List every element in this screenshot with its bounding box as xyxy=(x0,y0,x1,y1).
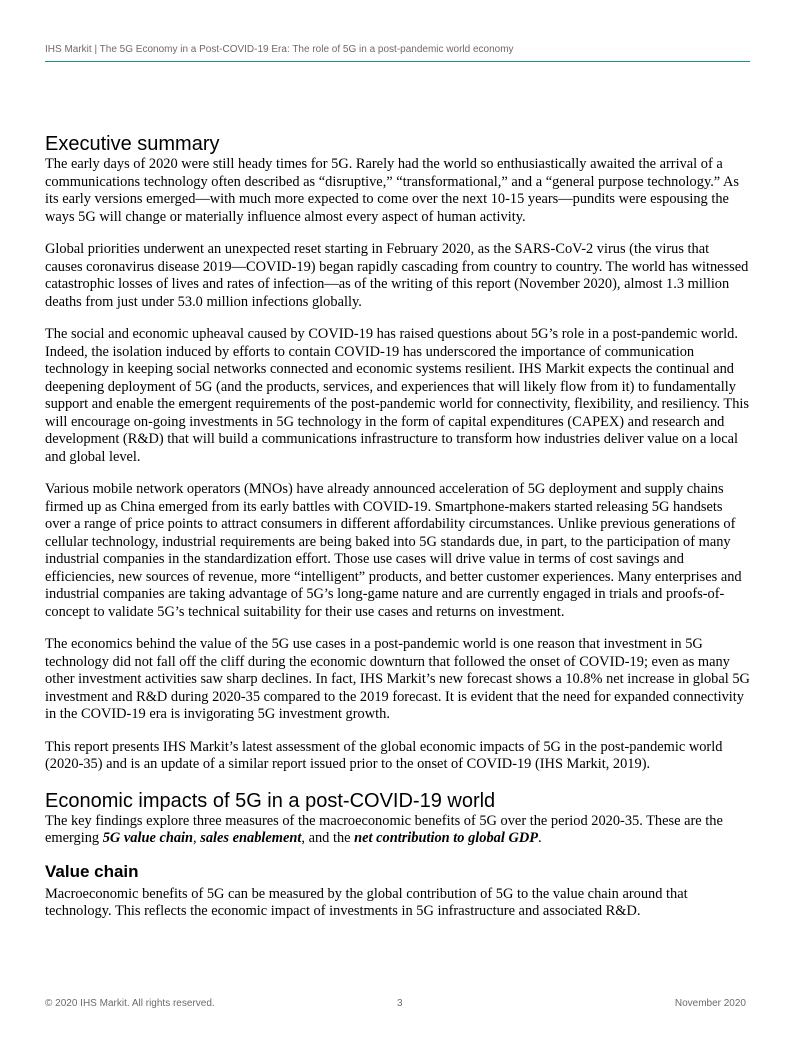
executive-summary-paragraph-1: The early days of 2020 were still heady times for 5G. Rarely had the world so enthusiastically awaited the arrival of a communications technology often described as “disruptive,” “transformational,” and a “general purpose technology.” As its early versions emerged—with much more expected to come over the next 10-15 years—pundits were espousing the ways 5G will change or materially influence almost every aspect of human activity. xyxy=(45,156,739,225)
footer-copyright: © 2020 IHS Markit. All rights reserved. xyxy=(45,998,215,1009)
executive-summary-paragraph-6: This report presents IHS Markit’s latest assessment of the global economic impacts of 5G in the post-pandemic world (2020-35) and is an update of a similar report issued prior to the onset of COVID-19 (IHS Markit, 2019). xyxy=(45,738,723,772)
executive-summary-paragraph-2: Global priorities underwent an unexpected reset starting in February 2020, as the SARS-CoV-2 virus (the virus that causes coronavirus disease 2019—COVID-19) began rapidly cascading from country to country. The world has witnessed catastrophic losses of lives and rates of infection—as of the writing of this report (November 2020), almost 1.3 million deaths from just under 53.0 million infections globally. xyxy=(45,241,749,310)
term-5g-value-chain: 5G value chain xyxy=(102,830,194,846)
economic-impacts-intro xyxy=(45,813,750,848)
executive-summary-paragraph-3: The social and economic upheaval caused by COVID-19 has raised questions about 5G’s role in a post-pandemic world. Indeed, the isolation induced by efforts to contain COVID-19 has underscored the importance of communication technology in keeping social networks connected and economic systems resilient. IHS Markit expects the continual and deepening deployment of 5G (and the products, services, and experiences that will likely flow from it) to fundamentally support and enable the emergent requirements of the post-pandemic world for connectivity, flexibility, and resiliency. This will encourage on-going investments in 5G technology in the form of capital expenditures (CAPEX) and research and development (R&D) that will build a communications infrastructure to transform how industries deliver value on a local and global level. xyxy=(45,326,750,465)
executive-summary-paragraph-4: Various mobile network operators (MNOs) have already announced acceleration of 5G deployment and supply chains firmed up as China emerged from its early battles with COVID-19. Smartphone-makers started releasing 5G handsets over a range of price points to attract consumers in different affordability circumstances. Unlike previous generations of cellular technology, industrial requirements are being baked into 5G standards due, in part, to the participation of many industrial companies in the standardization effort. Those use cases will drive value in terms of cost savings and efficiencies, new sources of revenue, more “intelligent” products, and better customer experiences. Many enterprises and industrial companies are taking advantage of 5G’s long-game nature and are currently engaged in trials and proofs-of-concept to validate 5G’s technical suitability for their use cases and returns on investment. xyxy=(45,481,742,620)
page-body xyxy=(45,133,750,921)
executive-summary-heading: Executive summary xyxy=(45,133,220,155)
intro-separator-2: , and the xyxy=(301,830,355,846)
value-chain-paragraph: Macroeconomic benefits of 5G can be measured by the global contribution of 5G to the value chain around that technology. This reflects the economic impact of investments in 5G infrastructure and associated R&D. xyxy=(45,885,688,919)
term-sales-enablement: sales enablement xyxy=(200,830,302,846)
term-net-contribution-gdp: net contribution to global GDP xyxy=(354,830,539,846)
header-divider xyxy=(45,61,750,62)
footer-page-number: 3 xyxy=(397,998,403,1009)
intro-text-before: The key findings explore three measures of the macroeconomic benefits of 5G over the period 2020-35. These are the emerging xyxy=(45,812,723,846)
footer-date: November 2020 xyxy=(674,998,746,1009)
economic-impacts-heading: Economic impacts of 5G in a post-COVID-19 world xyxy=(45,789,496,812)
intro-text-after: . xyxy=(538,830,542,846)
intro-separator-1: , xyxy=(193,830,201,846)
value-chain-heading: Value chain xyxy=(45,861,139,881)
executive-summary-paragraph-5: The economics behind the value of the 5G use cases in a post-pandemic world is one reason that investment in 5G technology did not fall off the cliff during the economic downturn that followed the onset of COVID-19; even as many other investment activities saw sharp declines. In fact, IHS Markit’s new forecast shows a 10.8% net increase in global 5G investment and R&D during 2020-35 compared to the 2019 forecast. It is evident that the need for expanded connectivity in the COVID-19 era is invigorating 5G investment growth. xyxy=(45,636,750,722)
running-header: IHS Markit | The 5G Economy in a Post-COVID-19 Era: The role of 5G in a post-pandemic world economy xyxy=(45,44,514,55)
